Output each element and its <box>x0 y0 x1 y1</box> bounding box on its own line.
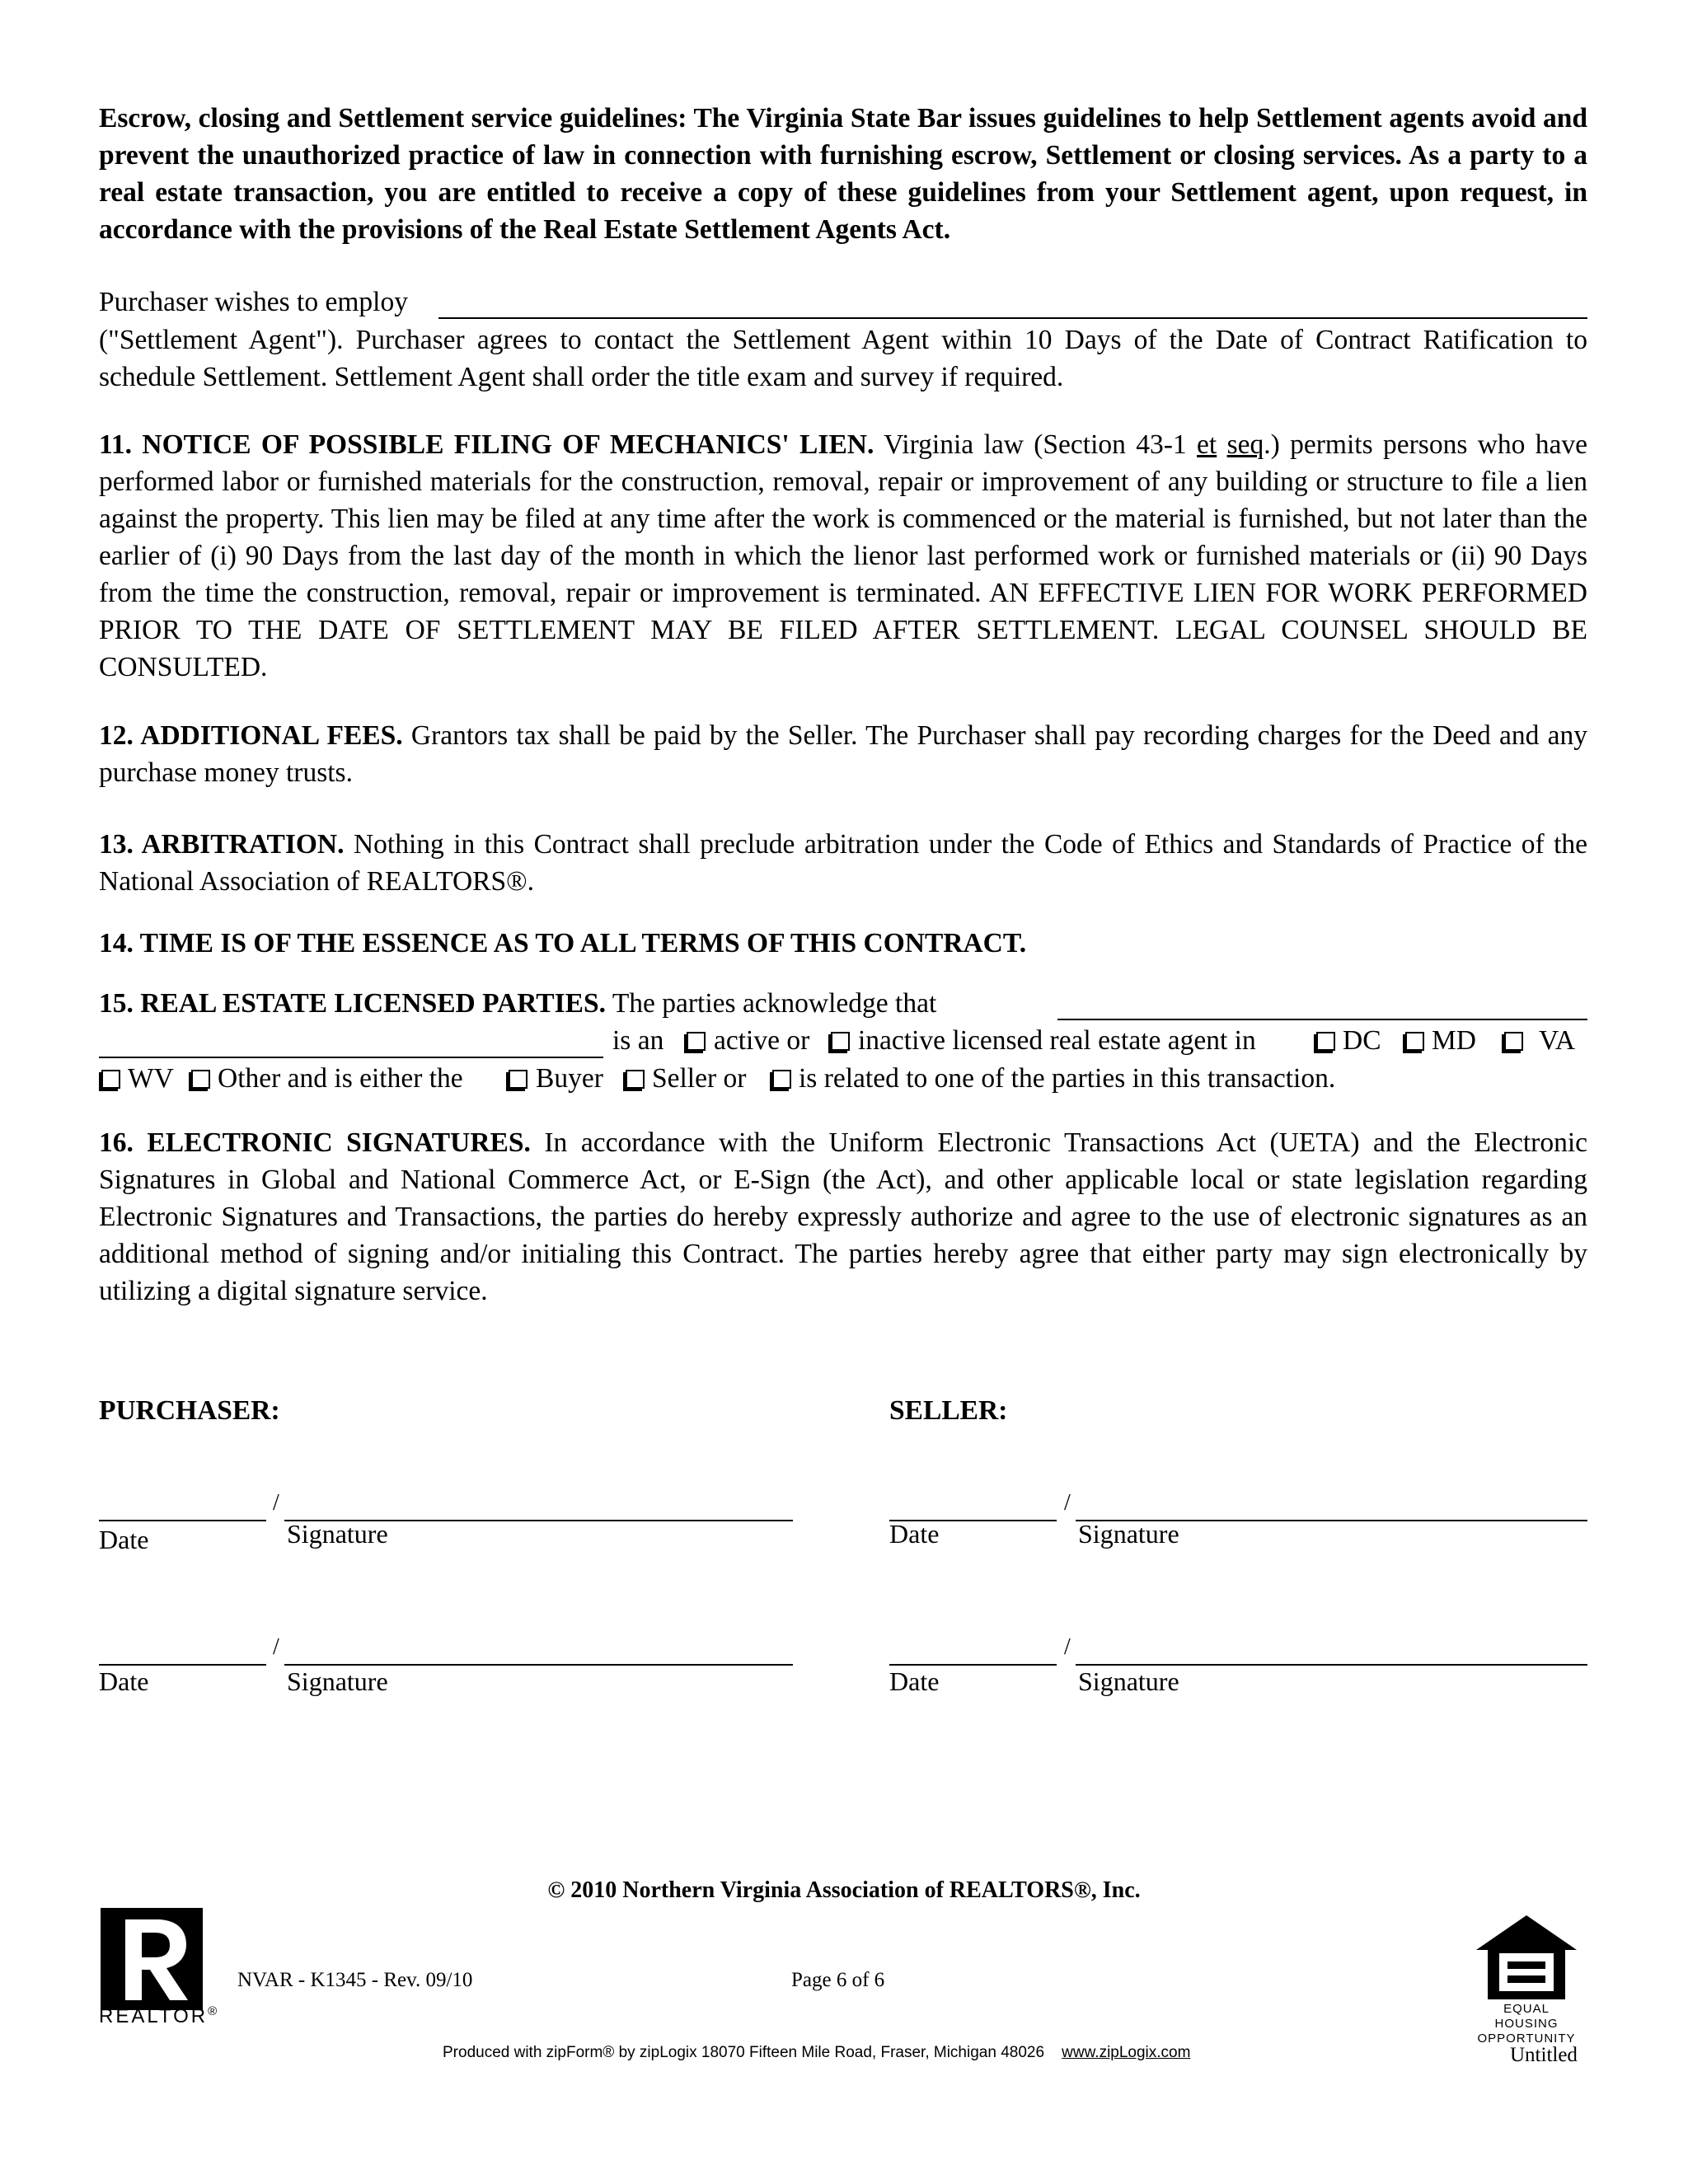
seller-signature-label-1: Signature <box>1078 1519 1179 1549</box>
purchaser-signature-label-2: Signature <box>287 1666 388 1696</box>
md-label: MD <box>1432 1025 1476 1056</box>
section-11-seq: seq <box>1226 429 1264 460</box>
other-checkbox[interactable] <box>191 1070 210 1089</box>
purchaser-signature-field-2[interactable] <box>284 1664 793 1666</box>
section-11-heading: 11. NOTICE OF POSSIBLE FILING OF MECHANICS' LIEN. <box>99 429 874 460</box>
equal-housing-icon <box>1473 1912 1580 2046</box>
produced-text: Produced with zipForm® by zipLogix 18070 Fifteen Mile Road, Fraser, Michigan 48026 <box>443 2044 1045 2061</box>
section-11-text: .) permits persons who have performed labor or furnished materials for the construction, removal, repair or improvement of any building or structure to file a lien against the property. This lien may be filed at any time after the work is commenced or the material is furnished, but not later than the earlier of (i) 90 Days from the last day of the month in which the lienor last performed work or furnished materials or (ii) 90 Days from the time the construction, removal, repair or improvement is terminated. AN EFFECTIVE LIEN FOR WORK PERFORMED PRIOR TO THE DATE OF SETTLEMENT MAY BE FILED AFTER SETTLEMENT. LEGAL COUNSEL SHOULD BE CONSULTED. <box>99 429 1588 682</box>
copyright: © 2010 Northern Virginia Association of REALTORS®, Inc. <box>547 1877 1141 1903</box>
seller-label: Seller or <box>652 1063 747 1094</box>
purchaser-date-field-2[interactable] <box>99 1664 266 1666</box>
form-id: NVAR - K1345 - Rev. 09/10 <box>237 1969 473 1991</box>
section-11 <box>99 426 1587 686</box>
settlement-lead: Purchaser wishes to employ <box>99 287 408 317</box>
section-15-lead: The parties acknowledge that <box>612 988 937 1019</box>
section-11-pre: Virginia law (Section 43-1 <box>884 429 1187 460</box>
dc-label: DC <box>1343 1025 1381 1056</box>
seller-date-label-1: Date <box>889 1519 940 1549</box>
purchaser-signature-label-1: Signature <box>287 1519 388 1549</box>
document-name: Untitled <box>1510 2044 1578 2066</box>
seller-signature-field-2[interactable] <box>1076 1664 1587 1666</box>
purchaser-heading: PURCHASER: <box>99 1395 280 1426</box>
purchaser-slash-1: / <box>273 1490 279 1516</box>
page-number: Page 6 of 6 <box>791 1969 885 1991</box>
escrow-guidelines-paragraph: Escrow, closing and Settlement service guidelines: The Virginia State Bar issues guidelines to help Settlement agents avoid and prevent the unauthorized practice of law in connection with furnishing escrow, Settlement or closing services. As a party to a real estate transaction, you are entitled to receive a copy of these guidelines from your Settlement agent, upon request, in accordance with the provisions of the Real Estate Settlement Agents Act. <box>99 103 1587 245</box>
purchaser-date-label-1: Date <box>99 1525 149 1554</box>
seller-date-field-2[interactable] <box>889 1664 1057 1666</box>
settlement-agent-field[interactable] <box>438 317 1587 319</box>
section-16-text: In accordance with the Uniform Electronic Transactions Act (UETA) and the Electronic Signatures in Global and National Commerce Act, or E-Sign (the Act), and other applicable local or state legislation regarding Electronic Signatures and Transactions, the parties do hereby expressly authorize and agree to the use of electronic signatures as an additional method of signing and/or initialing this Contract. The parties hereby agree that either party may sign electronically by utilizing a digital signature service. <box>99 1127 1587 1306</box>
is-an-text: is an <box>612 1025 664 1056</box>
section-12-text: Grantors tax shall be paid by the Seller. The Purchaser shall pay recording charges for the Deed and any purchase money trusts. <box>99 720 1588 788</box>
seller-slash-2: / <box>1064 1634 1071 1660</box>
section-13-text: Nothing in this Contract shall preclude arbitration under the Code of Ethics and Standards of Practice of the National Association of REALTORS®. <box>99 829 1587 897</box>
buyer-label: Buyer <box>536 1063 603 1094</box>
section-16 <box>99 1124 1587 1310</box>
purchaser-slash-2: / <box>273 1634 279 1660</box>
va-label: VA <box>1539 1025 1576 1056</box>
wv-checkbox[interactable] <box>101 1070 120 1089</box>
section-15-line1 <box>99 985 936 1022</box>
section-14-heading: 14. TIME IS OF THE ESSENCE AS TO ALL TERMS OF THIS CONTRACT. <box>99 928 1027 958</box>
active-checkbox[interactable] <box>687 1032 706 1051</box>
settlement-paragraph: ("Settlement Agent"). Purchaser agrees to contact the Settlement Agent within 10 Days of the Date of Contract Ratification to schedule Settlement. Settlement Agent shall order the title exam and survey if required. <box>99 325 1587 392</box>
section-16-heading: 16. ELECTRONIC SIGNATURES. <box>99 1127 531 1158</box>
purchaser-date-label-2: Date <box>99 1666 149 1696</box>
related-checkbox[interactable] <box>772 1070 791 1089</box>
related-label: is related to one of the parties in this transaction. <box>799 1063 1336 1094</box>
seller-checkbox[interactable] <box>626 1070 645 1089</box>
section-13-heading: 13. ARBITRATION. <box>99 829 345 860</box>
wv-label: WV <box>128 1063 174 1094</box>
realtor-logo-text: REALTOR <box>99 2005 209 2027</box>
section-13 <box>99 826 1587 900</box>
seller-date-label-2: Date <box>889 1666 940 1696</box>
dc-checkbox[interactable] <box>1316 1032 1335 1051</box>
purchaser-date-field-1[interactable] <box>99 1520 266 1521</box>
licensed-party-name-field-2[interactable] <box>99 1057 603 1058</box>
section-11-et: et <box>1197 429 1217 460</box>
ehl-line1: EQUAL HOUSING <box>1494 2002 1559 2031</box>
realtor-logo-icon <box>99 1908 218 2027</box>
realtor-logo-mark: ® <box>208 2004 220 2018</box>
seller-slash-1: / <box>1064 1490 1071 1516</box>
ehl-line2: OPPORTUNITY <box>1477 2032 1576 2046</box>
va-checkbox[interactable] <box>1504 1032 1523 1051</box>
other-label: Other and is either the <box>218 1063 463 1094</box>
buyer-checkbox[interactable] <box>509 1070 528 1089</box>
seller-heading: SELLER: <box>889 1395 1008 1426</box>
active-label: active or <box>714 1025 810 1056</box>
licensed-party-name-field[interactable] <box>1057 1019 1587 1020</box>
produced-line <box>443 2044 1190 2062</box>
md-checkbox[interactable] <box>1405 1032 1424 1051</box>
section-12 <box>99 717 1587 791</box>
section-15-heading: 15. REAL ESTATE LICENSED PARTIES. <box>99 988 607 1019</box>
inactive-checkbox[interactable] <box>831 1032 850 1051</box>
ziplogix-link[interactable]: www.zipLogix.com <box>1062 2044 1191 2061</box>
seller-signature-label-2: Signature <box>1078 1666 1179 1696</box>
inactive-label: inactive licensed real estate agent in <box>858 1025 1256 1056</box>
section-12-heading: 12. ADDITIONAL FEES. <box>99 720 403 751</box>
